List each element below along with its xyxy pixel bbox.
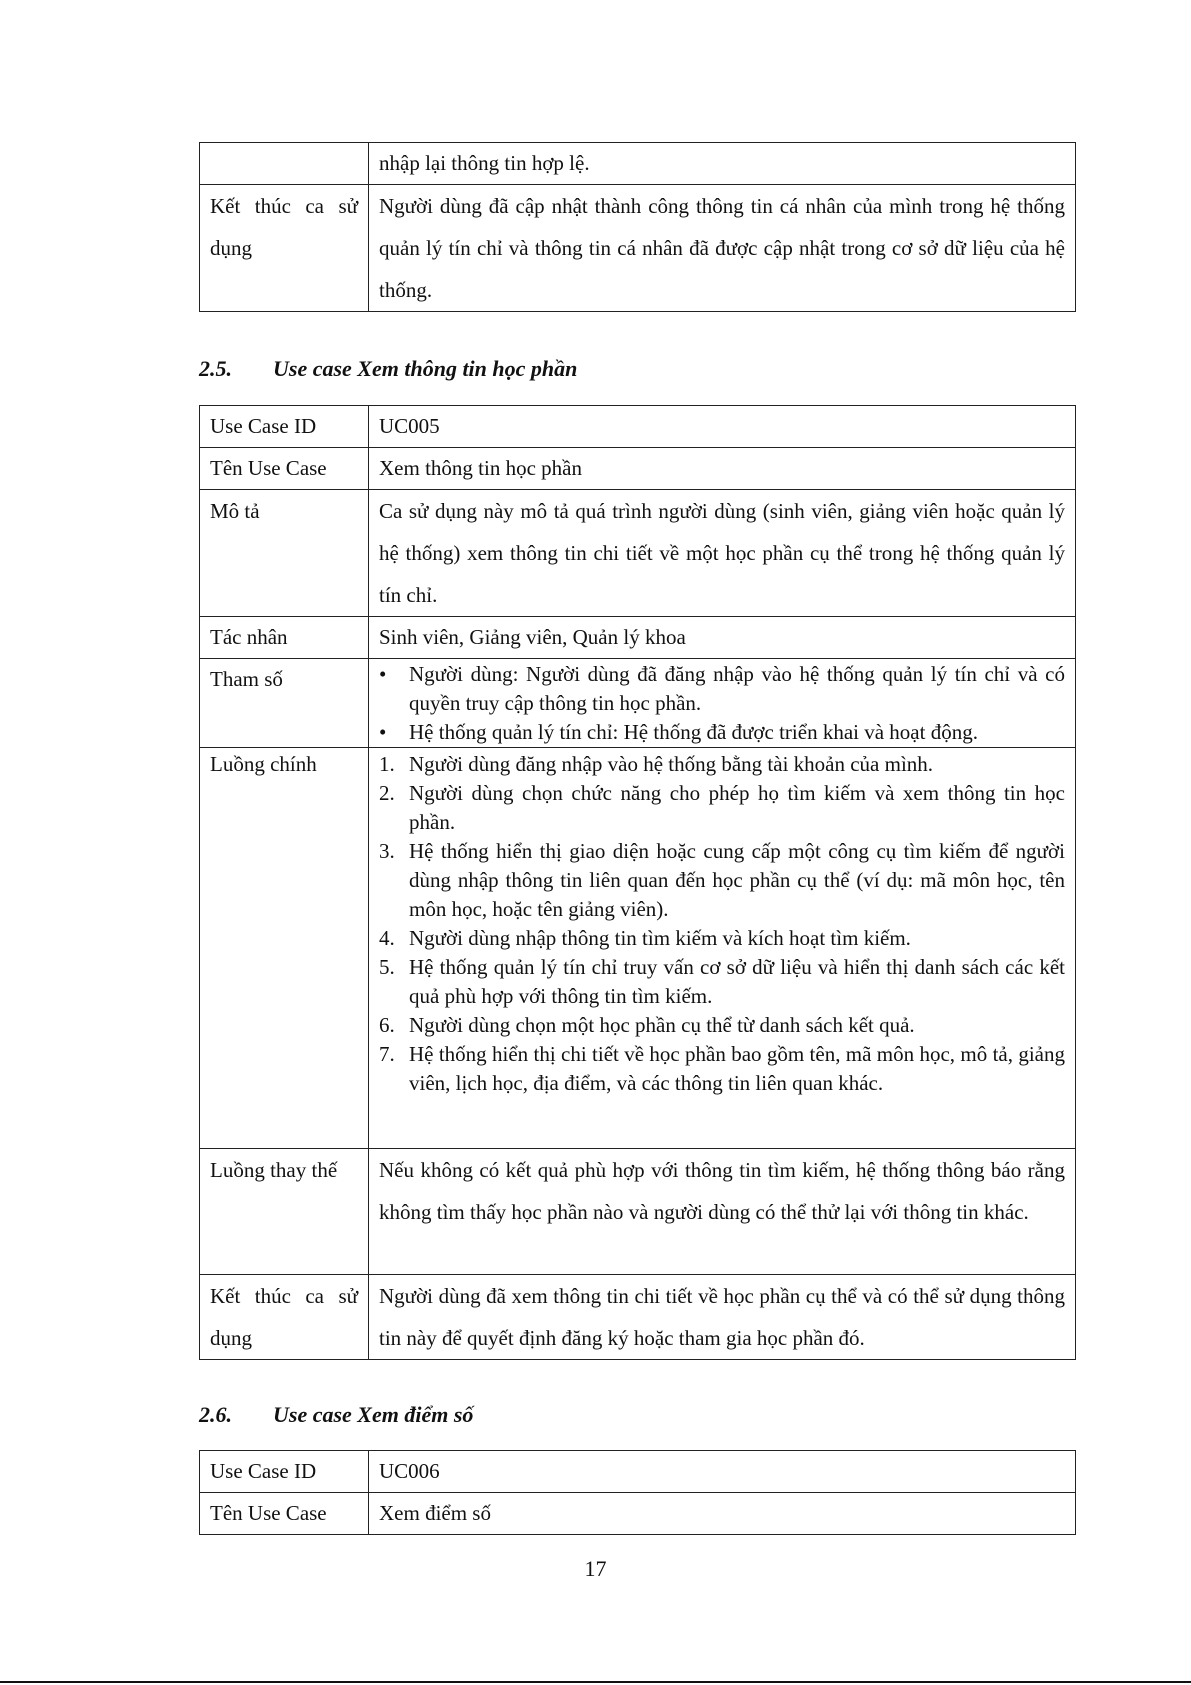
description-value: Ca sử dụng này mô tả quá trình người dùng (sinh viên, giảng viên hoặc quản lý hệ thống) xem thông tin chi tiết về một học phần cụ thể trong hệ thống quản lý tín chỉ.	[369, 490, 1076, 617]
use-case-id-label: Use Case ID	[200, 406, 369, 448]
section-heading-2-6: 2.6. Use case Xem điểm số	[199, 1402, 474, 1427]
use-case-id-value: UC006	[369, 1451, 1076, 1493]
main-flow-list	[379, 750, 1065, 1098]
row-value: Người dùng đã cập nhật thành công thông tin cá nhân của mình trong hệ thống quản lý tín chỉ và thông tin cá nhân đã được cập nhật trong cơ sở dữ liệu của hệ thống.	[369, 185, 1076, 312]
table-row	[200, 1451, 1076, 1493]
list-item: 1. Người dùng đăng nhập vào hệ thống bằng tài khoản của mình.	[379, 752, 934, 776]
list-item: 7. Hệ thống hiển thị chi tiết về học phần bao gồm tên, mã môn học, mô tả, giảng viên, lịch học, địa điểm, và các thông tin liên quan khác.	[379, 1042, 1065, 1095]
use-case-table-uc005	[199, 405, 1076, 1360]
list-item: 2. Người dùng chọn chức năng cho phép họ tìm kiếm và xem thông tin học phần.	[379, 781, 1065, 834]
bottom-rule	[0, 1681, 1191, 1683]
table-row	[200, 490, 1076, 617]
use-case-name-value: Xem điểm số	[369, 1493, 1076, 1535]
table-row	[200, 617, 1076, 659]
list-item: 3. Hệ thống hiển thị giao diện hoặc cung cấp một công cụ tìm kiếm để người dùng nhập thông tin liên quan đến học phần cụ thể (ví dụ: mã môn học, tên môn học, hoặc tên giảng viên).	[379, 839, 1065, 921]
use-case-name-label: Tên Use Case	[200, 448, 369, 490]
alt-flow-value: Nếu không có kết quả phù hợp với thông tin tìm kiếm, hệ thống thông báo rằng không tìm thấy học phần nào và người dùng có thể thử lại với thông tin khác.	[369, 1149, 1076, 1275]
row-value: nhập lại thông tin hợp lệ.	[369, 143, 1076, 185]
use-case-name-label: Tên Use Case	[200, 1493, 369, 1535]
use-case-table-continued	[199, 142, 1076, 312]
page-number: 17	[584, 1556, 607, 1581]
table-row	[200, 406, 1076, 448]
list-item: 6. Người dùng chọn một học phần cụ thể từ danh sách kết quả.	[379, 1013, 915, 1037]
actor-label: Tác nhân	[200, 617, 369, 659]
table-row	[200, 748, 1076, 1149]
alt-flow-label: Luồng thay thế	[200, 1149, 369, 1275]
row-label	[200, 143, 369, 185]
table-row	[200, 1275, 1076, 1360]
use-case-table-uc006	[199, 1450, 1076, 1535]
use-case-name-value: Xem thông tin học phần	[369, 448, 1076, 490]
use-case-id-label: Use Case ID	[200, 1451, 369, 1493]
table-row	[200, 185, 1076, 312]
parameter-list	[379, 660, 1065, 747]
parameter-value	[369, 659, 1076, 748]
main-flow-label: Luồng chính	[200, 748, 369, 1149]
main-flow-value	[369, 748, 1076, 1149]
list-item: 4. Người dùng nhập thông tin tìm kiếm và kích hoạt tìm kiếm.	[379, 926, 911, 950]
list-item: 5. Hệ thống quản lý tín chỉ truy vấn cơ sở dữ liệu và hiển thị danh sách các kết quả phù hợp với thông tin tìm kiếm.	[379, 955, 1065, 1008]
section-heading-2-5: 2.5. Use case Xem thông tin học phần	[199, 356, 578, 381]
end-value: Người dùng đã xem thông tin chi tiết về học phần cụ thể và có thể sử dụng thông tin này để quyết định đăng ký hoặc tham gia học phần đó.	[369, 1275, 1076, 1360]
description-label: Mô tả	[200, 490, 369, 617]
table-row	[200, 143, 1076, 185]
parameter-label: Tham số	[200, 659, 369, 748]
table-row	[200, 448, 1076, 490]
list-item: • Người dùng: Người dùng đã đăng nhập vào hệ thống quản lý tín chỉ và có quyền truy cập thông tin học phần.	[379, 662, 1065, 715]
list-item: • Hệ thống quản lý tín chỉ: Hệ thống đã được triển khai và hoạt động.	[379, 720, 978, 744]
actor-value: Sinh viên, Giảng viên, Quản lý khoa	[369, 617, 1076, 659]
table-row	[200, 1149, 1076, 1275]
end-label: Kết thúc ca sử dụng	[200, 1275, 369, 1360]
table-row	[200, 1493, 1076, 1535]
table-row	[200, 659, 1076, 748]
use-case-id-value: UC005	[369, 406, 1076, 448]
row-label: Kết thúc ca sử dụng	[200, 185, 369, 312]
